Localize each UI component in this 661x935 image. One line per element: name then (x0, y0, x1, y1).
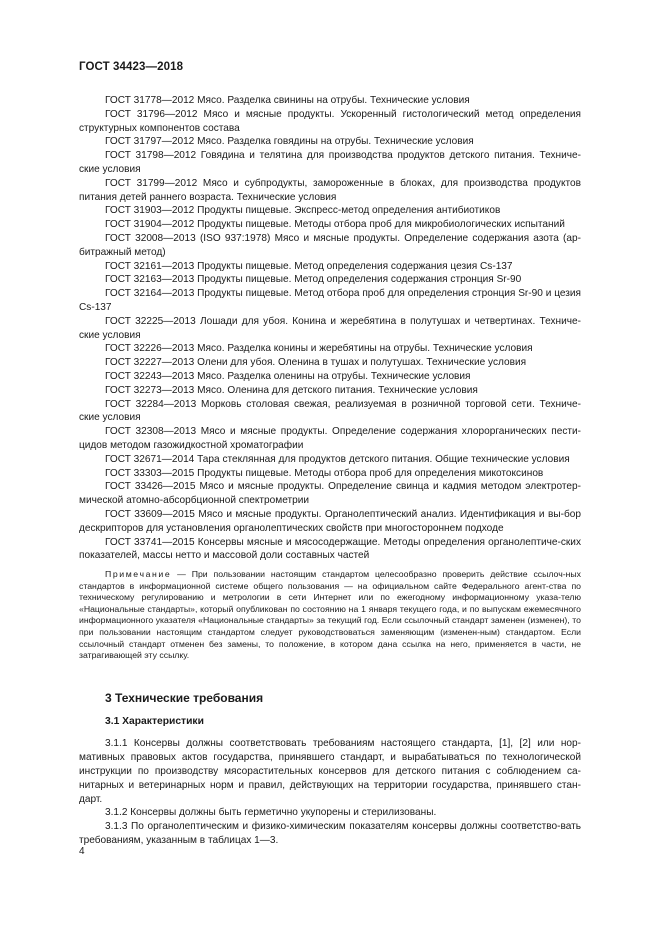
note-label: Примечание (105, 569, 172, 580)
reference-item: ГОСТ 32008—2013 (ISO 937:1978) Мясо и мясные продукты. Определение содержания азота (ар-битражный метод) (79, 232, 581, 258)
page-content (79, 94, 581, 848)
paragraph-3-1-3: 3.1.3 По органолептическим и физико-химическим показателям консервы должны соответство-вать требованиям, указанным в таблицах 1—3. (79, 821, 581, 847)
reference-item: ГОСТ 32226—2013 Мясо. Разделка конины и жеребятины на отрубы. Технические условия (105, 343, 533, 355)
reference-item: ГОСТ 31799—2012 Мясо и субпродукты, замороженные в блоках, для производства продуктов питания детей раннего возраста. Технические условия (79, 177, 581, 203)
reference-item: ГОСТ 32243—2013 Мясо. Разделка оленины на отрубы. Технические условия (105, 370, 471, 382)
reference-item: ГОСТ 31778—2012 Мясо. Разделка свинины на отрубы. Технические условия (105, 95, 470, 106)
reference-item: ГОСТ 33426—2015 Мясо и мясные продукты. Определение свинца и кадмия методом электротер-мической атомно-абсорбционной спектрометрии (79, 481, 581, 507)
page-number: 4 (79, 846, 85, 857)
reference-item: ГОСТ 33741—2015 Консервы мясные и мясосодержащие. Методы определения органолептиче-ских показателей, массы нетто и массовой доли составных частей (79, 536, 581, 562)
reference-item: ГОСТ 31904—2012 Продукты пищевые. Методы отбора проб для микробиологических испытаний (105, 219, 565, 231)
reference-item: ГОСТ 31903—2012 Продукты пищевые. Экспресс-метод определения антибиотиков (105, 205, 501, 217)
reference-item: ГОСТ 32273—2013 Мясо. Оленина для детского питания. Технические условия (105, 384, 478, 396)
reference-item: ГОСТ 31796—2012 Мясо и мясные продукты. Ускоренный гистологический метод определения структурных компонентов состава (79, 108, 581, 134)
reference-item: ГОСТ 33303—2015 Продукты пищевые. Методы отбора проб для определения микотоксинов (105, 467, 544, 479)
reference-item: ГОСТ 32163—2013 Продукты пищевые. Метод определения содержания стронция Sr-90 (105, 274, 522, 286)
reference-item: ГОСТ 32308—2013 Мясо и мясные продукты. Определение содержания хлорорганических пести-цидов методом газожидкостной хроматографии (79, 426, 581, 451)
reference-item: ГОСТ 32227—2013 Олени для убоя. Оленина в тушах и полутушах. Технические условия (105, 357, 527, 369)
reference-item: ГОСТ 32225—2013 Лошади для убоя. Конина и жеребятина в полутушах и четвертинах. Техниче-ские условия (79, 315, 581, 341)
reference-item: ГОСТ 32671—2014 Тара стеклянная для продуктов детского питания. Общие технические условия (105, 453, 570, 465)
section-heading: 3 Технические требования (105, 690, 264, 705)
reference-item: ГОСТ 32284—2013 Морковь столовая свежая, реализуемая в розничной торговой сети. Техниче-ские условия (79, 398, 581, 424)
note-block (79, 569, 581, 662)
reference-item: ГОСТ 33609—2015 Мясо и мясные продукты. Органолептический анализ. Идентификация и вы-бор дескрипторов для установления органолептических свойств при многостороннем подходе (79, 508, 581, 534)
note-text: — При пользовании настоящим стандартом целесообразно проверить действие ссылоч-ных стандартов в информационной системе общего пользования — на официальном сайте Федерального агент-ства по техническому регулированию и метрологии в сети Интернет или по ежегодному информационному указа-телю «Национальные стандарты», который опубликован по состоянию на 1 января текущего года, и по выпускам ежемесячного информационного указателя «Национальные стандарты» за текущий год. Если ссылочный стандарт заменен (изменен), то при пользовании настоящим стандартом следует руководствоваться заменяющим (изменен-ным) стандартом. Если ссылочный стандарт отменен без замены, то положение, в котором дана ссылка на него, применяется в части, не затрагивающей эту ссылку. (79, 569, 581, 661)
subsection-heading: 3.1 Характеристики (105, 715, 204, 727)
paragraph-3-1-1: 3.1.1 Консервы должны соответствовать требованиям настоящего стандарта, [1], [2] или нор-мативных правовых актов государства, принявшего стандарт, и вырабатываться по технологической инструкции по производству мясорастительных консервов для детского питания с соблюдением са-нитарных и ветеринарных норм и правил, действующих на территории государства, принявшего стан-дарт. (79, 738, 581, 805)
reference-item: ГОСТ 31797—2012 Мясо. Разделка говядины на отрубы. Технические условия (105, 136, 474, 148)
reference-item: ГОСТ 32164—2013 Продукты пищевые. Метод отбора проб для определения стронция Sr-90 и цезия Cs-137 (79, 288, 581, 313)
document-header: ГОСТ 34423—2018 (79, 61, 184, 73)
paragraph-3-1-2: 3.1.2 Консервы должны быть герметично укупорены и стерилизованы. (105, 807, 437, 819)
reference-item: ГОСТ 32161—2013 Продукты пищевые. Метод определения содержания цезия Cs-137 (105, 260, 513, 272)
reference-item: ГОСТ 31798—2012 Говядина и телятина для производства продуктов детского питания. Техниче-ские условия (79, 150, 581, 175)
reference-list (79, 94, 581, 563)
